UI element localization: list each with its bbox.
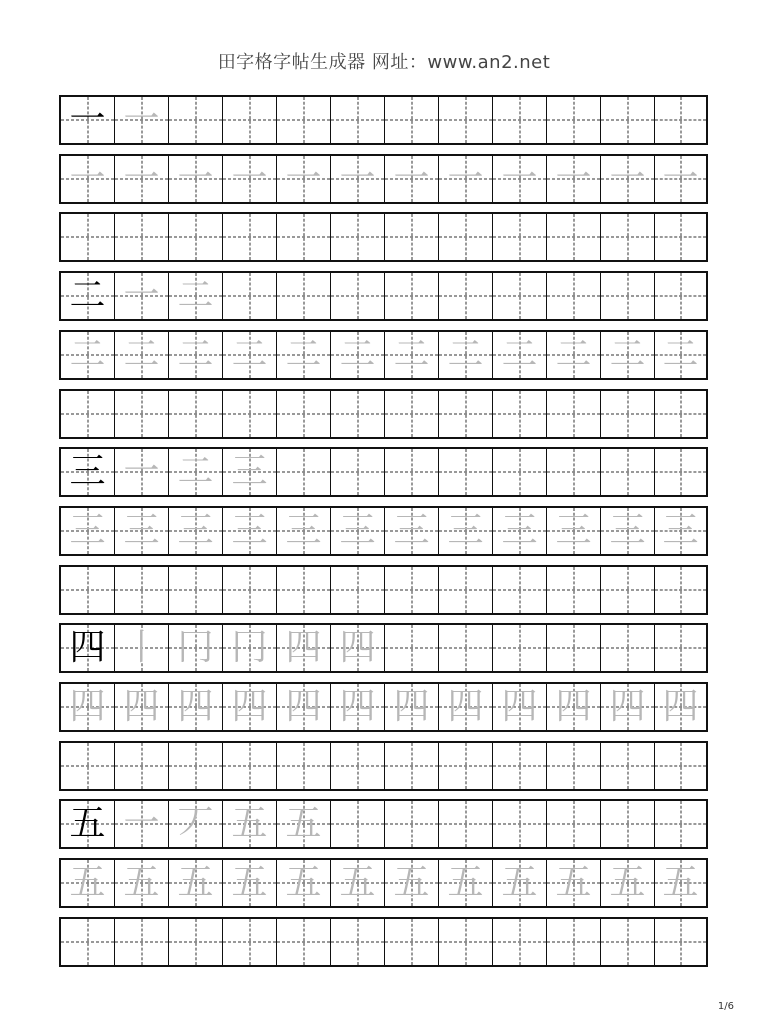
- grid-cell: [601, 273, 655, 319]
- trace-character: 五: [123, 862, 160, 903]
- trace-character: 五: [555, 862, 592, 903]
- grid-cell: [115, 273, 169, 319]
- trace-character: 三: [555, 510, 592, 551]
- grid-cell: [331, 743, 385, 789]
- grid-cell: [331, 214, 385, 260]
- model-character: 五: [69, 803, 106, 844]
- trace-character: 一: [123, 158, 160, 199]
- grid-cell: [61, 684, 115, 730]
- grid-cell: [223, 743, 277, 789]
- grid-cell: [169, 860, 223, 906]
- grid-cell: [277, 332, 331, 378]
- grid-cell: [655, 97, 706, 143]
- trace-character: 一: [123, 99, 160, 140]
- trace-character: 五: [285, 803, 322, 844]
- trace-character: 三: [123, 510, 160, 551]
- grid-cell: [331, 156, 385, 202]
- trace-character: 丆: [177, 803, 214, 844]
- grid-cell: [547, 97, 601, 143]
- trace-character: 四: [285, 686, 322, 727]
- grid-cell: [655, 567, 706, 613]
- grid-cell: [601, 684, 655, 730]
- grid-cell: [223, 567, 277, 613]
- grid-cell: [61, 743, 115, 789]
- grid-cell: [115, 449, 169, 495]
- trace-character: 五: [662, 862, 699, 903]
- grid-cell: [115, 743, 169, 789]
- grid-cell: [547, 214, 601, 260]
- trace-character: 五: [447, 862, 484, 903]
- grid-cell: [115, 919, 169, 965]
- grid-cell: [169, 625, 223, 671]
- trace-character: 二: [231, 334, 268, 375]
- grid-cell: [61, 391, 115, 437]
- grid-cell: [169, 801, 223, 847]
- grid-cell: [385, 97, 439, 143]
- trace-character: 四: [339, 686, 376, 727]
- grid-cell: [277, 156, 331, 202]
- grid-cell: [331, 684, 385, 730]
- practice-row-blank: [59, 565, 708, 615]
- trace-character: 一: [69, 158, 106, 199]
- grid-cell: [439, 391, 493, 437]
- grid-cell: [601, 214, 655, 260]
- grid-cell: [655, 684, 706, 730]
- grid-cell: [115, 801, 169, 847]
- trace-character: 五: [231, 803, 268, 844]
- grid-cell: [439, 567, 493, 613]
- grid-cell: [385, 508, 439, 554]
- practice-row-model: [59, 623, 708, 673]
- trace-character: 三: [447, 510, 484, 551]
- grid-cell: [439, 684, 493, 730]
- practice-row-blank: [59, 741, 708, 791]
- grid-cell: [115, 567, 169, 613]
- trace-character: 二: [555, 334, 592, 375]
- trace-character: 五: [501, 862, 538, 903]
- grid-cell: [169, 332, 223, 378]
- grid-cell: [223, 919, 277, 965]
- grid-cell: [385, 391, 439, 437]
- practice-row-trace: [59, 858, 708, 908]
- grid-cell: [493, 391, 547, 437]
- grid-cell: [223, 684, 277, 730]
- grid-cell: [547, 801, 601, 847]
- grid-cell: [223, 508, 277, 554]
- trace-character: 四: [231, 686, 268, 727]
- grid-cell: [61, 273, 115, 319]
- grid-cell: [547, 567, 601, 613]
- trace-character: 一: [231, 158, 268, 199]
- trace-character: 三: [339, 510, 376, 551]
- grid-cell: [223, 156, 277, 202]
- grid-cell: [385, 625, 439, 671]
- trace-character: 二: [339, 334, 376, 375]
- grid-cell: [277, 508, 331, 554]
- grid-cell: [385, 273, 439, 319]
- grid-cell: [331, 919, 385, 965]
- trace-character: 三: [69, 510, 106, 551]
- grid-cell: [601, 919, 655, 965]
- trace-character: 二: [177, 451, 214, 492]
- grid-cell: [223, 860, 277, 906]
- grid-cell: [601, 567, 655, 613]
- trace-character: 四: [393, 686, 430, 727]
- trace-character: 三: [231, 510, 268, 551]
- grid-cell: [115, 391, 169, 437]
- grid-cell: [655, 156, 706, 202]
- model-character: 四: [69, 627, 106, 668]
- grid-cell: [385, 156, 439, 202]
- grid-cell: [223, 332, 277, 378]
- trace-character: 二: [177, 334, 214, 375]
- grid-cell: [547, 508, 601, 554]
- grid-cell: [547, 860, 601, 906]
- grid-cell: [331, 97, 385, 143]
- trace-character: 三: [662, 510, 699, 551]
- trace-character: 一: [177, 158, 214, 199]
- grid-cell: [439, 332, 493, 378]
- grid-cell: [655, 273, 706, 319]
- grid-cell: [169, 508, 223, 554]
- grid-cell: [385, 332, 439, 378]
- grid-cell: [439, 97, 493, 143]
- grid-cell: [223, 801, 277, 847]
- grid-cell: [493, 684, 547, 730]
- trace-character: 一: [123, 803, 160, 844]
- model-character: 一: [69, 99, 106, 140]
- trace-character: 一: [285, 158, 322, 199]
- grid-cell: [115, 156, 169, 202]
- grid-cell: [169, 684, 223, 730]
- trace-character: 一: [662, 158, 699, 199]
- trace-character: 三: [177, 510, 214, 551]
- grid-cell: [655, 801, 706, 847]
- grid-cell: [493, 919, 547, 965]
- grid-cell: [547, 919, 601, 965]
- grid-cell: [601, 860, 655, 906]
- trace-character: 二: [285, 334, 322, 375]
- grid-cell: [277, 449, 331, 495]
- grid-cell: [115, 97, 169, 143]
- practice-row-model: [59, 447, 708, 497]
- trace-character: 五: [393, 862, 430, 903]
- trace-character: 三: [609, 510, 646, 551]
- practice-row-blank: [59, 917, 708, 967]
- practice-row-blank: [59, 212, 708, 262]
- trace-character: 五: [609, 862, 646, 903]
- grid-cell: [547, 332, 601, 378]
- grid-cell: [277, 743, 331, 789]
- grid-cell: [61, 449, 115, 495]
- grid-cell: [277, 567, 331, 613]
- trace-character: 一: [609, 158, 646, 199]
- practice-row-blank: [59, 389, 708, 439]
- trace-character: 一: [447, 158, 484, 199]
- trace-character: 二: [609, 334, 646, 375]
- grid-cell: [277, 860, 331, 906]
- grid-cell: [655, 743, 706, 789]
- practice-row-trace: [59, 506, 708, 556]
- grid-cell: [385, 214, 439, 260]
- trace-character: 一: [123, 275, 160, 316]
- grid-cell: [61, 332, 115, 378]
- grid-cell: [61, 919, 115, 965]
- grid-cell: [547, 449, 601, 495]
- grid-cell: [439, 743, 493, 789]
- trace-character: 一: [501, 158, 538, 199]
- grid-cell: [115, 684, 169, 730]
- grid-cell: [277, 214, 331, 260]
- grid-cell: [547, 391, 601, 437]
- grid-cell: [169, 214, 223, 260]
- grid-cell: [223, 449, 277, 495]
- grid-cell: [385, 919, 439, 965]
- trace-character: 三: [501, 510, 538, 551]
- grid-cell: [61, 801, 115, 847]
- grid-cell: [223, 391, 277, 437]
- grid-cell: [115, 508, 169, 554]
- practice-row-trace: [59, 682, 708, 732]
- grid-cell: [655, 919, 706, 965]
- grid-cell: [277, 801, 331, 847]
- grid-cell: [439, 508, 493, 554]
- grid-cell: [277, 625, 331, 671]
- grid-cell: [331, 860, 385, 906]
- grid-cell: [223, 97, 277, 143]
- grid-cell: [439, 449, 493, 495]
- grid-cell: [493, 156, 547, 202]
- trace-character: 二: [69, 334, 106, 375]
- grid-cell: [115, 214, 169, 260]
- model-character: 二: [69, 275, 106, 316]
- trace-character: 三: [231, 451, 268, 492]
- grid-cell: [331, 508, 385, 554]
- trace-character: 四: [69, 686, 106, 727]
- grid-cell: [115, 625, 169, 671]
- grid-cell: [277, 391, 331, 437]
- grid-cell: [601, 391, 655, 437]
- grid-cell: [601, 97, 655, 143]
- trace-character: 四: [555, 686, 592, 727]
- grid-cell: [385, 860, 439, 906]
- grid-cell: [655, 449, 706, 495]
- grid-cell: [331, 391, 385, 437]
- grid-cell: [655, 625, 706, 671]
- trace-character: 二: [447, 334, 484, 375]
- trace-character: 四: [447, 686, 484, 727]
- trace-character: 五: [69, 862, 106, 903]
- practice-row-trace: [59, 330, 708, 380]
- trace-character: 四: [501, 686, 538, 727]
- grid-cell: [655, 391, 706, 437]
- practice-row-model: [59, 95, 708, 145]
- grid-cell: [655, 508, 706, 554]
- grid-cell: [331, 273, 385, 319]
- trace-character: 二: [393, 334, 430, 375]
- grid-cell: [493, 273, 547, 319]
- trace-character: 四: [339, 627, 376, 668]
- grid-cell: [493, 567, 547, 613]
- grid-cell: [493, 214, 547, 260]
- grid-cell: [493, 449, 547, 495]
- grid-cell: [331, 567, 385, 613]
- grid-cell: [61, 567, 115, 613]
- grid-cell: [331, 625, 385, 671]
- grid-cell: [277, 684, 331, 730]
- grid-cell: [601, 332, 655, 378]
- grid-cell: [115, 332, 169, 378]
- trace-character: 冂: [177, 627, 214, 668]
- grid-cell: [169, 567, 223, 613]
- grid-cell: [601, 801, 655, 847]
- trace-character: 四: [177, 686, 214, 727]
- grid-cell: [655, 214, 706, 260]
- grid-cell: [331, 801, 385, 847]
- grid-cell: [601, 743, 655, 789]
- model-character: 三: [69, 451, 106, 492]
- grid-cell: [547, 273, 601, 319]
- grid-cell: [61, 625, 115, 671]
- trace-character: 三: [285, 510, 322, 551]
- grid-cell: [547, 156, 601, 202]
- practice-row-model: [59, 799, 708, 849]
- practice-row-trace: [59, 154, 708, 204]
- grid-cell: [439, 801, 493, 847]
- practice-row-model: [59, 271, 708, 321]
- trace-character: 四: [123, 686, 160, 727]
- grid-cell: [439, 273, 493, 319]
- trace-character: 二: [123, 334, 160, 375]
- grid-cell: [61, 214, 115, 260]
- trace-character: 四: [662, 686, 699, 727]
- trace-character: 一: [123, 451, 160, 492]
- grid-cell: [547, 625, 601, 671]
- grid-cell: [601, 625, 655, 671]
- grid-cell: [493, 625, 547, 671]
- grid-cell: [169, 919, 223, 965]
- grid-cell: [655, 860, 706, 906]
- trace-character: 五: [177, 862, 214, 903]
- grid-cell: [385, 449, 439, 495]
- grid-cell: [331, 332, 385, 378]
- trace-character: 冂: [231, 627, 268, 668]
- trace-character: 五: [339, 862, 376, 903]
- trace-character: 一: [393, 158, 430, 199]
- grid-cell: [493, 97, 547, 143]
- trace-character: 三: [393, 510, 430, 551]
- grid-cell: [169, 743, 223, 789]
- grid-cell: [439, 214, 493, 260]
- grid-cell: [169, 97, 223, 143]
- grid-cell: [385, 743, 439, 789]
- trace-character: 四: [285, 627, 322, 668]
- grid-cell: [277, 97, 331, 143]
- grid-cell: [385, 684, 439, 730]
- trace-character: 二: [662, 334, 699, 375]
- grid-cell: [169, 449, 223, 495]
- grid-cell: [277, 919, 331, 965]
- grid-cell: [169, 156, 223, 202]
- grid-cell: [439, 860, 493, 906]
- trace-character: 四: [609, 686, 646, 727]
- trace-character: 一: [339, 158, 376, 199]
- grid-cell: [493, 508, 547, 554]
- grid-cell: [223, 625, 277, 671]
- trace-character: 五: [231, 862, 268, 903]
- grid-cell: [223, 214, 277, 260]
- grid-cell: [385, 567, 439, 613]
- grid-cell: [601, 156, 655, 202]
- grid-cell: [61, 156, 115, 202]
- grid-cell: [61, 508, 115, 554]
- grid-cell: [61, 860, 115, 906]
- grid-cell: [601, 508, 655, 554]
- page-number: 1/6: [717, 1001, 734, 1012]
- grid-cell: [439, 156, 493, 202]
- grid-cell: [439, 919, 493, 965]
- grid-cell: [61, 97, 115, 143]
- page-title: 田字格字帖生成器 网址：www.an2.net: [217, 52, 551, 73]
- grid-cell: [277, 273, 331, 319]
- grid-cell: [655, 332, 706, 378]
- trace-character: 五: [285, 862, 322, 903]
- grid-cell: [493, 743, 547, 789]
- trace-character: 丨: [123, 627, 160, 668]
- grid-cell: [493, 801, 547, 847]
- grid-cell: [601, 449, 655, 495]
- trace-character: 二: [177, 275, 214, 316]
- grid-cell: [331, 449, 385, 495]
- trace-character: 二: [501, 334, 538, 375]
- grid-cell: [385, 801, 439, 847]
- grid-cell: [493, 332, 547, 378]
- grid-cell: [223, 273, 277, 319]
- trace-character: 一: [555, 158, 592, 199]
- grid-cell: [439, 625, 493, 671]
- grid-cell: [115, 860, 169, 906]
- grid-cell: [547, 684, 601, 730]
- grid-cell: [169, 273, 223, 319]
- grid-cell: [547, 743, 601, 789]
- grid-cell: [493, 860, 547, 906]
- grid-cell: [169, 391, 223, 437]
